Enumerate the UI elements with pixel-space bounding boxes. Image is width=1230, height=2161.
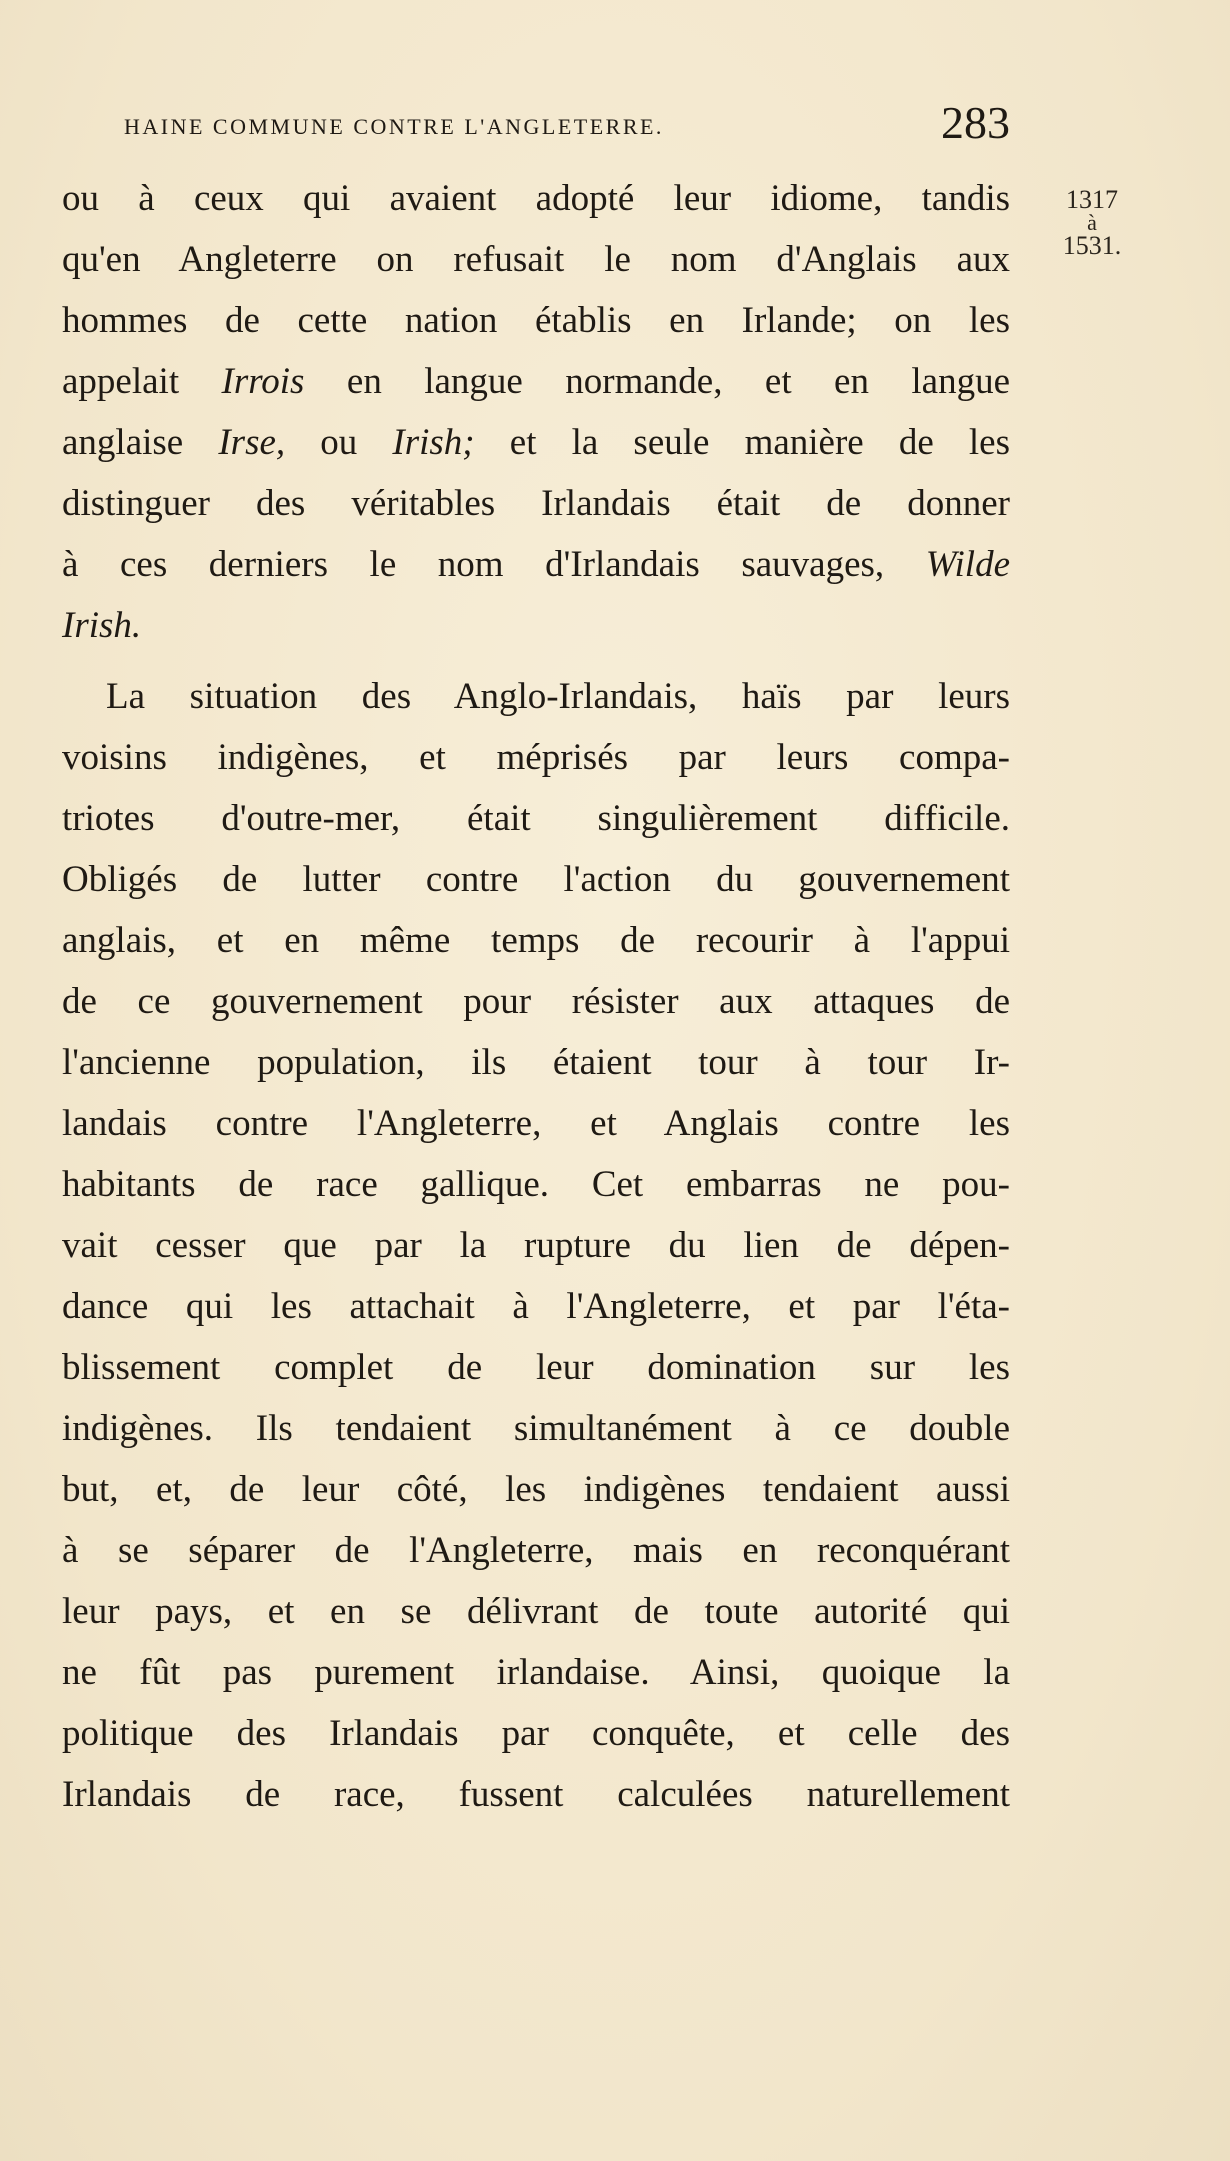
italic-term: Irse,	[218, 422, 286, 463]
body-text	[62, 168, 1010, 1825]
text-segment: et la seule manière de les	[474, 422, 1010, 463]
text-line: anglais, et en même temps de recourir à l'appui	[62, 920, 1010, 961]
text-line: vait cesser que par la rupture du lien de dépen-	[62, 1225, 1010, 1266]
text-line: indigènes. Ils tendaient simultanément à ce double	[62, 1408, 1010, 1449]
italic-term: Irish;	[392, 422, 475, 463]
page-number: 283	[941, 97, 1010, 148]
margin-date-end: 1531.	[1062, 231, 1122, 260]
paragraph-1	[62, 168, 1010, 656]
text-line: politique des Irlandais par conquête, et celle des	[62, 1713, 1010, 1754]
text-line: landais contre l'Angleterre, et Anglais contre les	[62, 1103, 1010, 1144]
text-line: Irlandais de race, fussent calculées naturellement	[62, 1774, 1010, 1815]
text-line	[62, 534, 1010, 595]
margin-date-start: 1317	[1066, 185, 1118, 214]
text-line: qu'en Angleterre on refusait le nom d'Anglais aux	[62, 239, 1010, 280]
text-line: distinguer des véritables Irlandais était de donner	[62, 483, 1010, 524]
text-line: dance qui les attachait à l'Angleterre, et par l'éta-	[62, 1286, 1010, 1327]
text-segment: anglaise	[62, 422, 219, 463]
running-head	[124, 97, 1010, 154]
text-line: but, et, de leur côté, les indigènes tendaient aussi	[62, 1469, 1010, 1510]
text-line: habitants de race gallique. Cet embarras ne pou-	[62, 1164, 1010, 1205]
text-line: de ce gouvernement pour résister aux attaques de	[62, 981, 1010, 1022]
text-segment: en langue normande, et en langue	[304, 361, 1010, 402]
text-line: leur pays, et en se délivrant de toute autorité qui	[62, 1591, 1010, 1632]
text-line: Obligés de lutter contre l'action du gouvernement	[62, 859, 1010, 900]
text-line: ou à ceux qui avaient adopté leur idiome, tandis	[62, 178, 1010, 219]
text-line: l'ancienne population, ils étaient tour à tour Ir-	[62, 1042, 1010, 1083]
text-segment: ou	[285, 422, 393, 463]
text-line: voisins indigènes, et méprisés par leurs compa-	[62, 737, 1010, 778]
text-line: hommes de cette nation établis en Irlande; on les	[62, 300, 1010, 341]
paragraph-2	[62, 666, 1010, 1825]
text-line: La situation des Anglo-Irlandais, haïs par leurs	[106, 676, 1010, 717]
text-segment: à ces derniers le nom d'Irlandais sauvages,	[62, 544, 926, 585]
paragraph-gap	[62, 656, 1010, 666]
margin-date-separator: à	[1087, 210, 1097, 235]
text-line: à se séparer de l'Angleterre, mais en reconquérant	[62, 1530, 1010, 1571]
text-line: blissement complet de leur domination sur les	[62, 1347, 1010, 1388]
text-line: ne fût pas purement irlandaise. Ainsi, quoique la	[62, 1652, 1010, 1693]
text-line: triotes d'outre-mer, était singulièrement difficile.	[62, 798, 1010, 839]
text-segment: appelait	[62, 361, 222, 402]
italic-term: Irish.	[62, 605, 142, 646]
italic-term: Wilde	[925, 544, 1010, 585]
italic-term: Irrois	[221, 361, 305, 402]
text-line	[62, 351, 1010, 412]
margin-date-range	[1052, 186, 1132, 260]
text-line	[62, 595, 1010, 656]
running-title: haine commune contre l'angleterre.	[124, 106, 664, 141]
text-line	[62, 412, 1010, 473]
